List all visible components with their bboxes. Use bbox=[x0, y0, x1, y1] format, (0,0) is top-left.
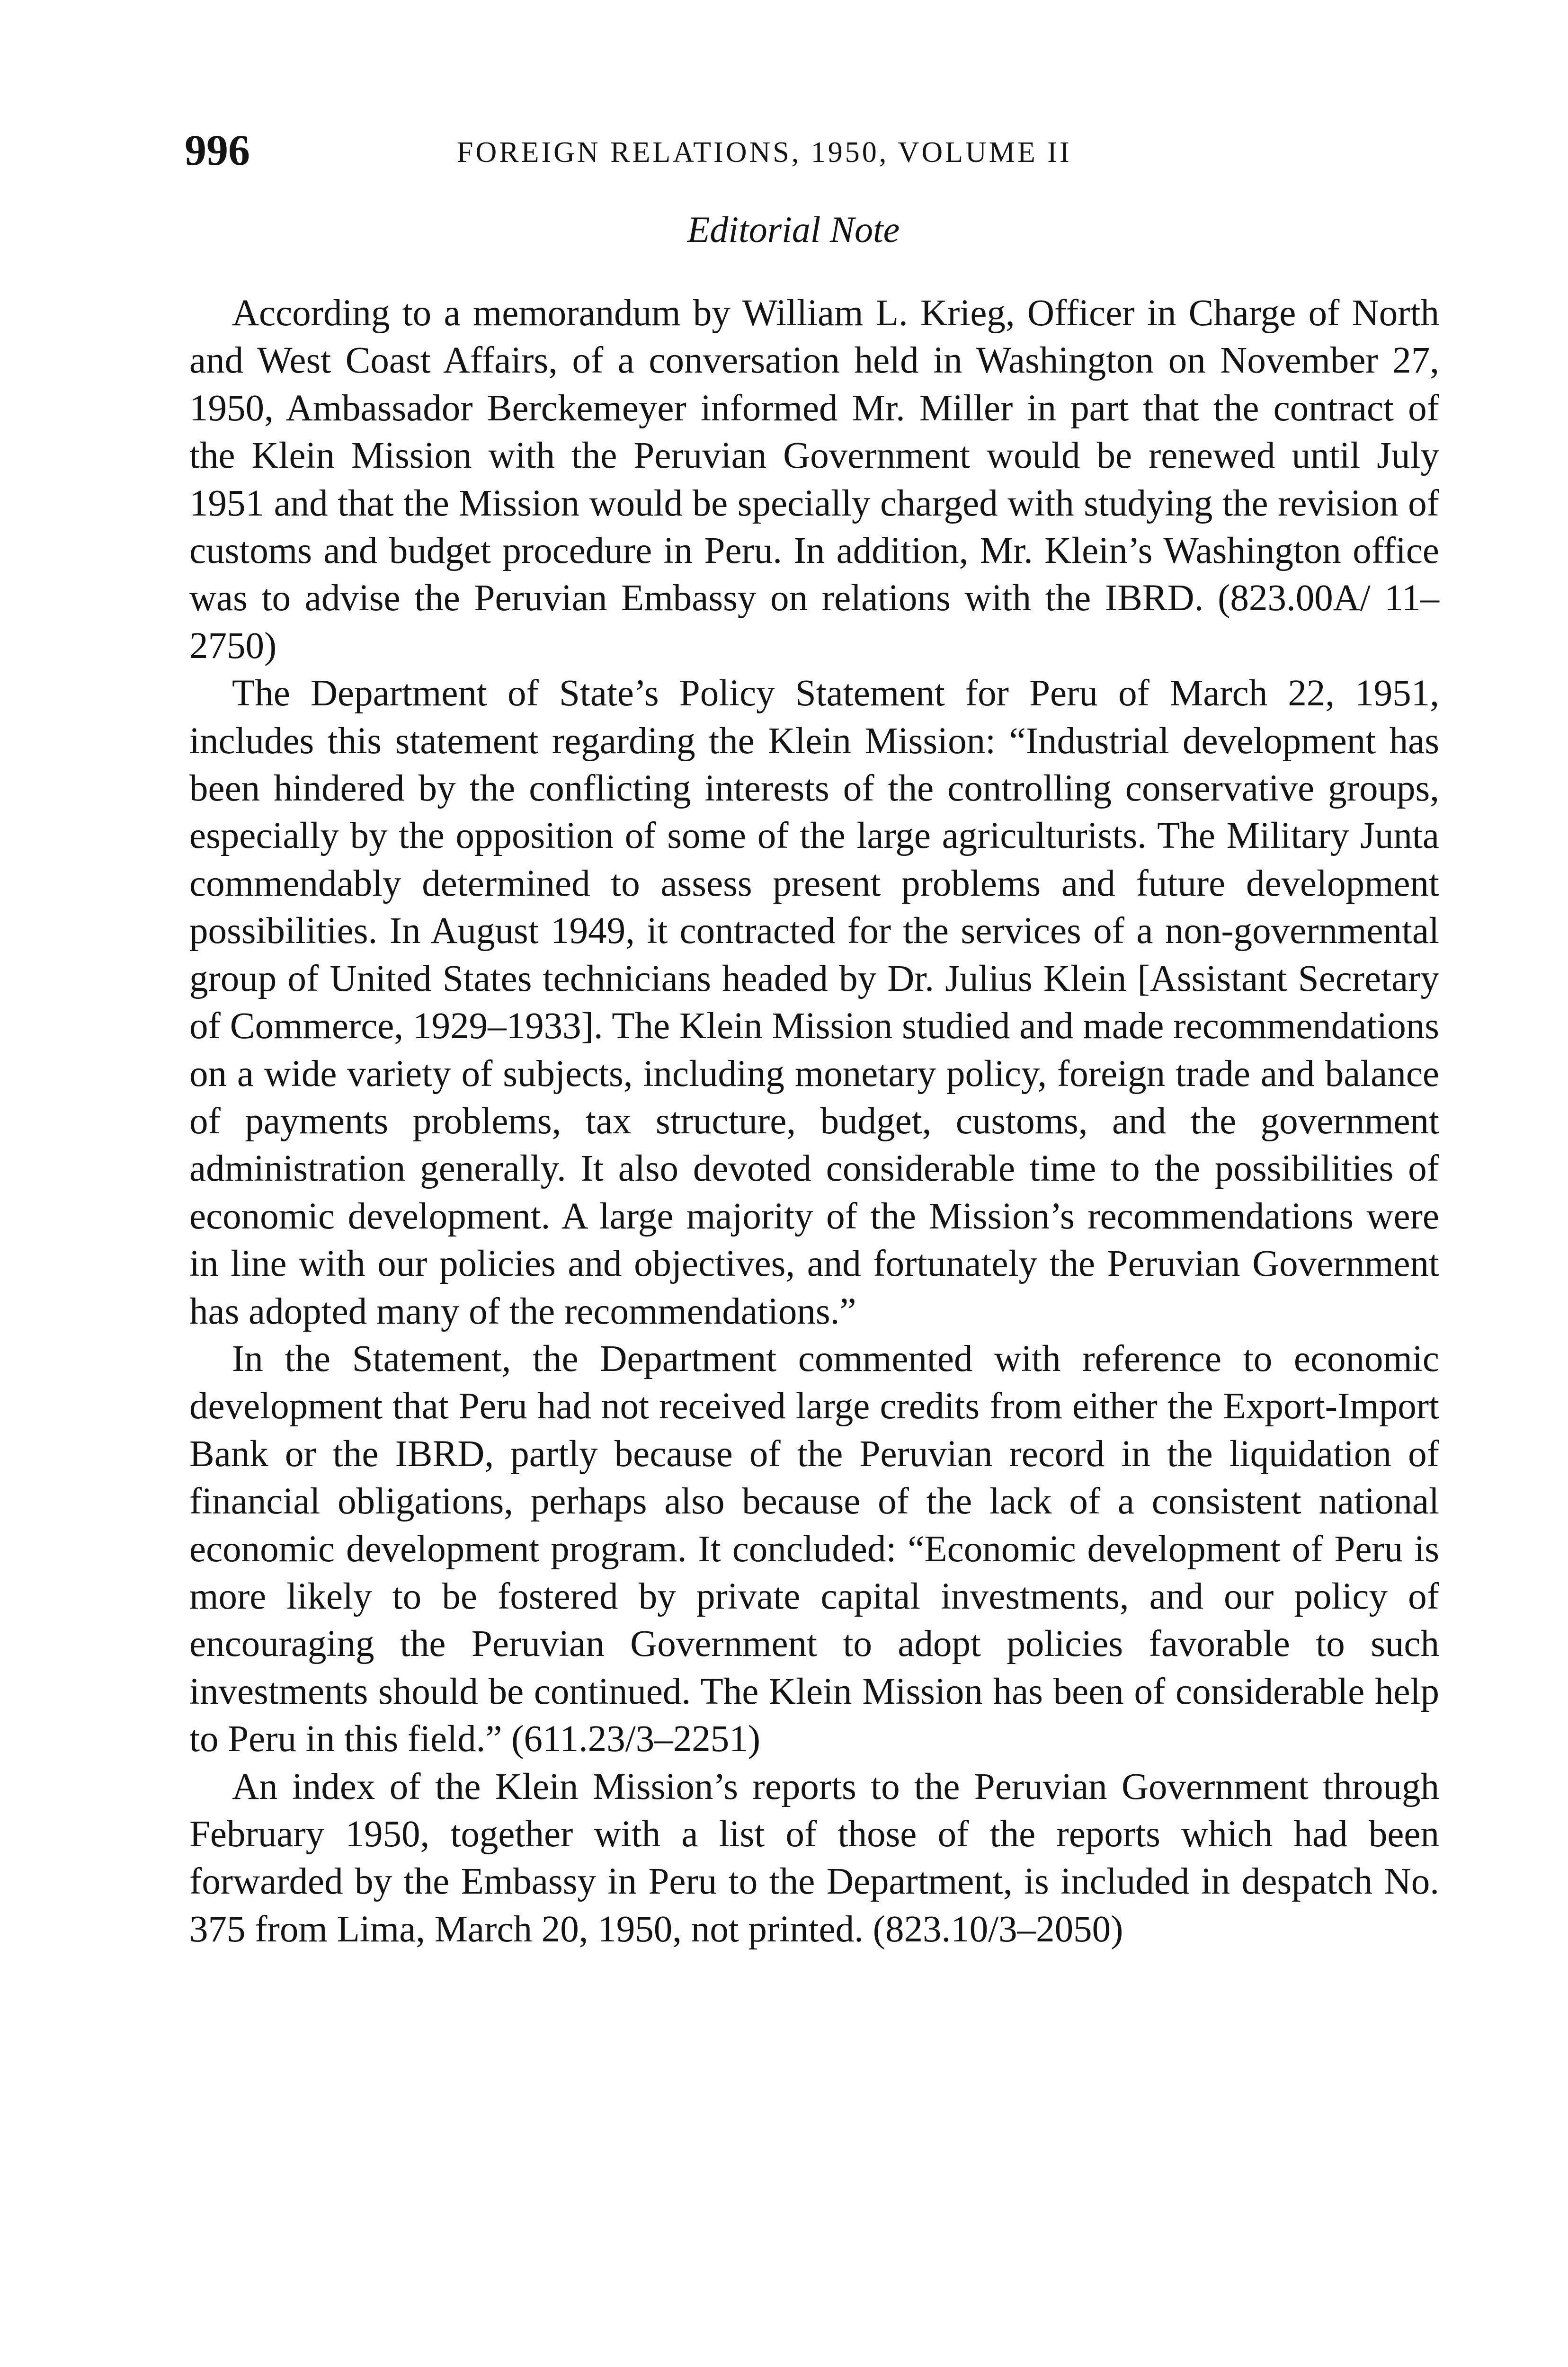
paragraph-3: In the Statement, the Department commented with reference to economic development that Peru had not received large credits from either the Export-Import Bank or the IBRD, partly because of the Peruvian record in the liquidation of financial obligations, perhaps also because of the lack of a consistent national economic development program. It concluded: “Economic development of Peru is more likely to be fostered by private capital investments, and our policy of encouraging the Peruvian Government to adopt policies favorable to such investments should be continued. The Klein Mission has been of considerable help to Peru in this field.” (611.23/3–2251) bbox=[189, 1338, 1439, 1760]
paragraph-1: According to a memorandum by William L. Krieg, Officer in Charge of North and West Coast Affairs, of a conversation held in Washington on November 27, 1950, Ambassador Berckemeyer informed Mr. Miller in part that the contract of the Klein Mission with the Peruvian Government would be renewed until July 1951 and that the Mission would be specially charged with studying the revision of customs and budget procedure in Peru. In addition, Mr. Klein’s Washington office was to advise the Peruvian Embassy on relations with the IBRD. (823.00A/ 11–2750) bbox=[189, 293, 1439, 667]
running-title: FOREIGN RELATIONS, 1950, VOLUME II bbox=[457, 136, 1072, 169]
paragraph-2: The Department of State’s Policy Statement for Peru of March 22, 1951, includes this statement regarding the Klein Mission: “Industrial development has been hindered by the conflicting interests of the controlling conservative groups, especially by the opposition of some of the large agriculturists. The Military Junta commendably determined to assess present problems and future development possibilities. In August 1949, it contracted for the services of a non-governmental group of United States technicians headed by Dr. Julius Klein [Assistant Secretary of Commerce, 1929–1933]. The Klein Mission studied and made recommendations on a wide variety of subjects, including monetary policy, foreign trade and balance of payments problems, tax structure, budget, customs, and the government administration generally. It also devoted considerable time to the possibilities of economic development. A large majority of the Mission’s recommendations were in line with our policies and objectives, and fortunately the Peruvian Government has adopted many of the recommendations.” bbox=[189, 673, 1439, 1332]
section-title: Editorial Note bbox=[687, 209, 900, 250]
paragraph-4: An index of the Klein Mission’s reports to the Peruvian Government through February 1950, together with a list of those of the reports which had been forwarded by the Embassy in Peru to the Department, is included in despatch No. 375 from Lima, March 20, 1950, not printed. (823.10/3–2050) bbox=[189, 1766, 1439, 1950]
editorial-note-body bbox=[189, 290, 1439, 1953]
page-header bbox=[185, 124, 1444, 176]
page-number: 996 bbox=[185, 126, 250, 174]
